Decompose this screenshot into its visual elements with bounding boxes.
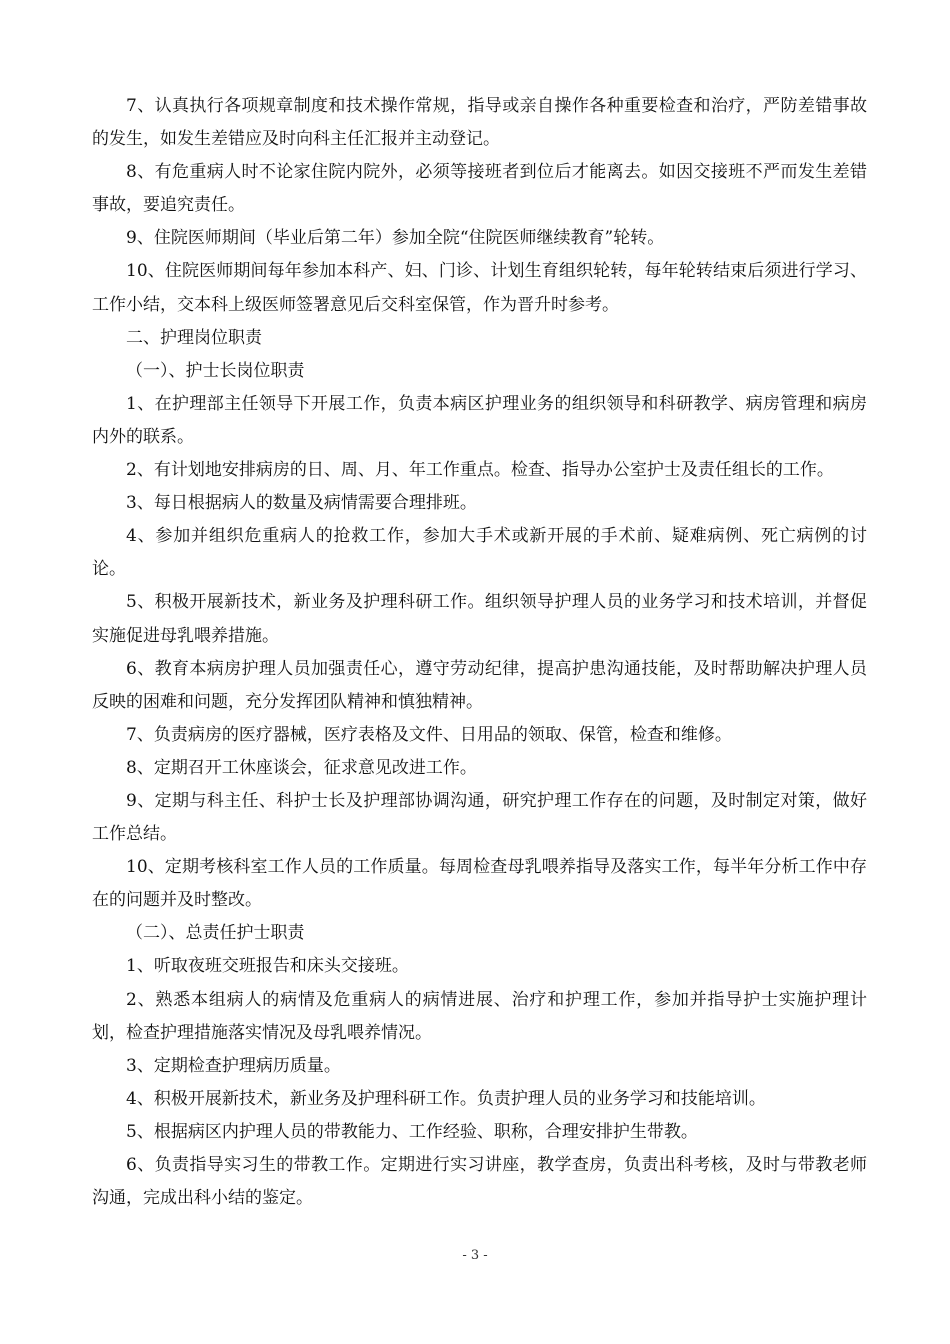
subsection-heading-head-nurse: （一）、护士长岗位职责: [126, 360, 305, 381]
document-body: [92, 90, 867, 1215]
paragraph-4: 10、住院医师期间每年参加本科产、妇、门诊、计划生育组织轮转，每年轮转结束后须进行学习、工作小结，交本科上级医师签署意见后交科室保管，作为晋升时参考。: [92, 261, 867, 315]
subsection-heading-charge-nurse: （二）、总责任护士职责: [126, 923, 305, 944]
paragraph-7: 2、有计划地安排病房的日、周、月、年工作重点。检查、指导办公室护士及责任组长的工作。: [126, 460, 834, 481]
paragraph-18: 2、熟悉本组病人的病情及危重病人的病情进展、治疗和护理工作，参加并指导护士实施护理计划，检查护理措施落实情况及母乳喂养情况。: [92, 989, 867, 1043]
section-heading-nursing-duties: 二、护理岗位职责: [126, 327, 262, 348]
paragraph-12: 7、负责病房的医疗器械，医疗表格及文件、日用品的领取、保管，检查和维修。: [126, 724, 732, 745]
paragraph-14: 9、定期与科主任、科护士长及护理部协调沟通，研究护理工作存在的问题，及时制定对策，做好工作总结。: [92, 790, 867, 845]
paragraph-1: 7、认真执行各项规章制度和技术操作常规，指导或亲自操作各种重要检查和治疗，严防差错事故的发生，如发生差错应及时向科主任汇报并主动登记。: [92, 96, 867, 150]
paragraph-13: 8、定期召开工休座谈会，征求意见改进工作。: [126, 757, 477, 778]
page-number: - 3 -: [462, 1248, 488, 1263]
paragraph-20: 4、积极开展新技术，新业务及护理科研工作。负责护理人员的业务学习和技能培训。: [126, 1088, 766, 1109]
paragraph-17: 1、听取夜班交班报告和床头交接班。: [126, 956, 409, 977]
paragraph-8: 3、每日根据病人的数量及病情需要合理排班。: [126, 493, 477, 514]
paragraph-2: 8、有危重病人时不论家住院内院外，必须等接班者到位后才能离去。如因交接班不严而发生差错事故，要追究责任。: [92, 162, 867, 216]
paragraph-11: 6、教育本病房护理人员加强责任心，遵守劳动纪律，提高护患沟通技能，及时帮助解决护理人员反映的困难和问题，充分发挥团队精神和慎独精神。: [92, 658, 867, 712]
paragraph-21: 5、根据病区内护理人员的带教能力、工作经验、职称，合理安排护生带教。: [126, 1121, 698, 1142]
paragraph-6: 1、在护理部主任领导下开展工作，负责本病区护理业务的组织领导和科研教学、病房管理和病房内外的联系。: [92, 393, 867, 447]
paragraph-22: 6、负责指导实习生的带教工作。定期进行实习讲座，教学查房，负责出科考核，及时与带教老师沟通，完成出科小结的鉴定。: [92, 1155, 867, 1209]
paragraph-9: 4、参加并组织危重病人的抢救工作，参加大手术或新开展的手术前、疑难病例、死亡病例的讨论。: [92, 526, 867, 580]
paragraph-3: 9、住院医师期间（毕业后第二年）参加全院“住院医师继续教育”轮转。: [126, 228, 665, 249]
paragraph-10: 5、积极开展新技术，新业务及护理科研工作。组织领导护理人员的业务学习和技术培训，并督促实施促进母乳喂养措施。: [92, 592, 867, 646]
paragraph-15: 10、定期考核科室工作人员的工作质量。每周检查母乳喂养指导及落实工作，每半年分析工作中存在的问题并及时整改。: [92, 857, 867, 911]
paragraph-19: 3、定期检查护理病历质量。: [126, 1055, 341, 1076]
